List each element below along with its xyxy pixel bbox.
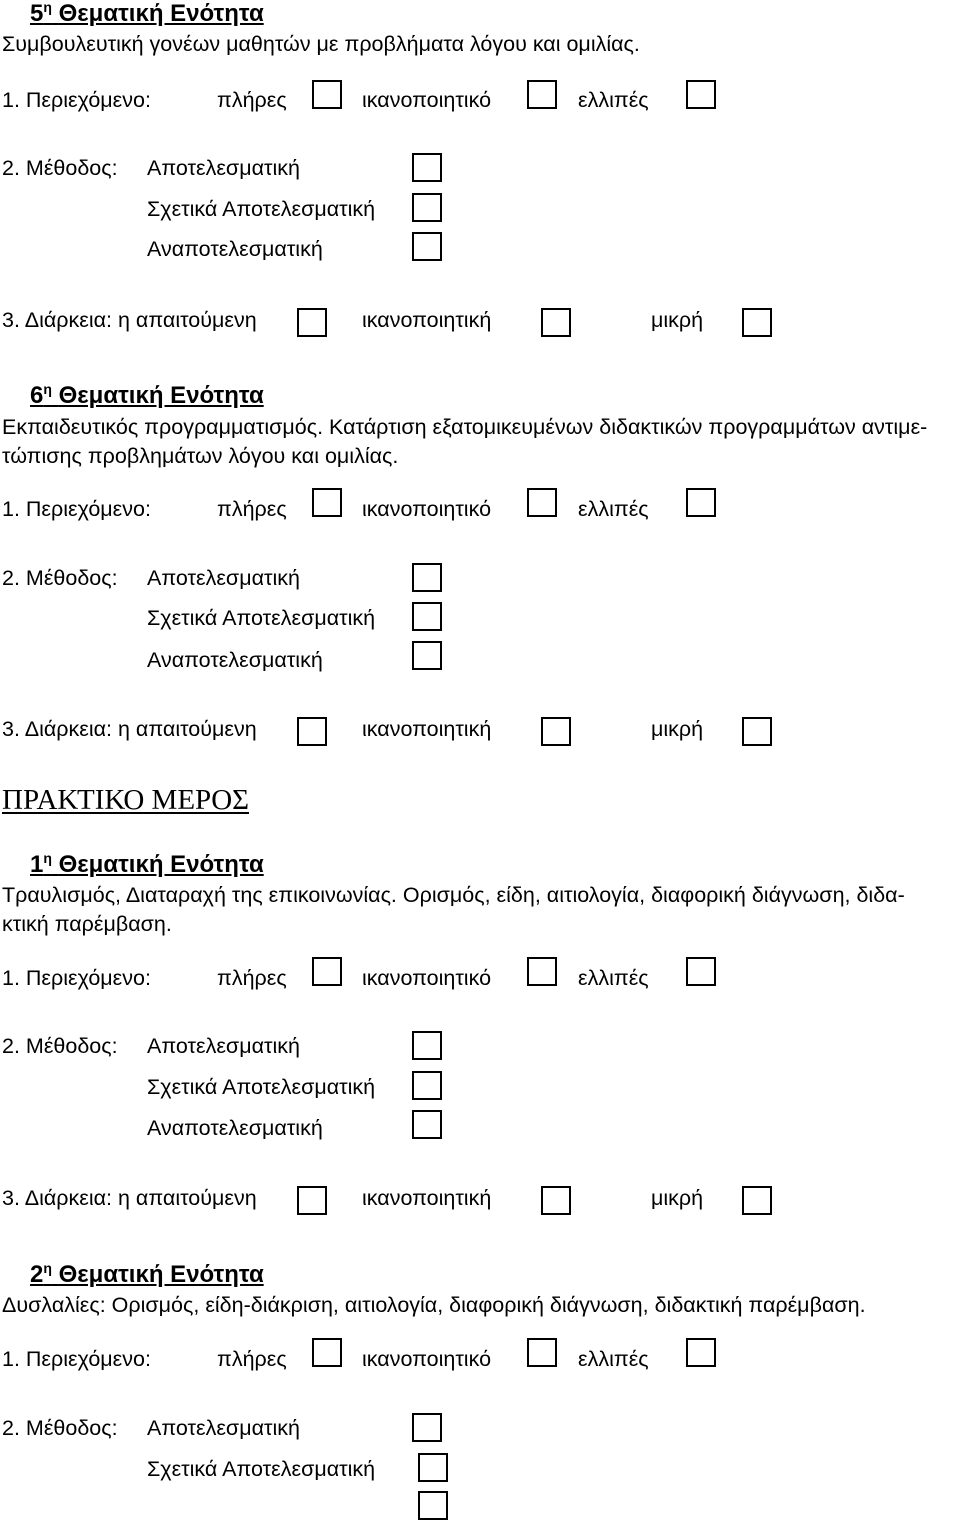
- duration-satisfactory-label: ικανοποιητική: [362, 308, 492, 332]
- duration-short-label: μικρή: [651, 1186, 704, 1210]
- unit-title: Θεματική Ενότητα: [58, 851, 264, 878]
- content-label: 1. Περιεχόμενο:: [2, 966, 151, 990]
- unit-5-duration-required-checkbox[interactable]: [297, 308, 327, 337]
- unit-number: 6: [30, 382, 44, 409]
- unit-ordinal-suffix: η: [43, 850, 52, 866]
- content-satisfactory-label: ικανοποιητικό: [362, 1347, 492, 1371]
- method-label: 2. Μέθοδος:: [2, 156, 118, 180]
- method-relatively-effective-label: Σχετικά Αποτελεσματική: [147, 1075, 376, 1099]
- content-satisfactory-label: ικανοποιητικό: [362, 497, 492, 521]
- unit-number: 2: [30, 1261, 44, 1288]
- unit-1-content-incomplete-checkbox[interactable]: [686, 957, 716, 986]
- method-relatively-effective-label: Σχετικά Αποτελεσματική: [147, 197, 376, 221]
- duration-satisfactory-label: ικανοποιητική: [362, 1186, 492, 1210]
- method-effective-label: Αποτελεσματική: [147, 156, 300, 180]
- unit-description: Τραυλισμός, Διαταραχή της επικοινωνίας. Ορισμός, είδη, αιτιολογία, διαφορική διάγνωση, διδα-: [2, 883, 905, 907]
- unit-title: Θεματική Ενότητα: [58, 382, 264, 409]
- unit-ordinal-suffix: η: [43, 381, 52, 397]
- unit-1-method-relatively-effective-checkbox[interactable]: [412, 1071, 442, 1100]
- unit-5-method-ineffective-checkbox[interactable]: [412, 232, 442, 261]
- unit-description: Εκπαιδευτικός προγραμματισμός. Κατάρτιση εξατομικευμένων διδακτικών προγραμμάτων αντιμε-: [2, 415, 928, 439]
- method-label: 2. Μέθοδος:: [2, 566, 118, 590]
- unit-5-content-complete-checkbox[interactable]: [312, 80, 342, 109]
- unit-description: τώπισης προβλημάτων λόγου και ομιλίας.: [2, 444, 399, 468]
- unit-2-method-relatively-effective-checkbox[interactable]: [418, 1453, 448, 1482]
- practical-part-heading: ΠΡΑΚΤΙΚΟ ΜΕΡΟΣ: [2, 784, 250, 816]
- method-effective-label: Αποτελεσματική: [147, 1034, 300, 1058]
- unit-5-method-relatively-effective-checkbox[interactable]: [412, 193, 442, 222]
- unit-5-content-incomplete-checkbox[interactable]: [686, 80, 716, 109]
- unit-heading: [30, 851, 264, 879]
- unit-2-content-complete-checkbox[interactable]: [312, 1338, 342, 1367]
- method-relatively-effective-label: Σχετικά Αποτελεσματική: [147, 606, 376, 630]
- unit-6-content-incomplete-checkbox[interactable]: [686, 488, 716, 517]
- unit-description: Δυσλαλίες: Ορισμός, είδη-διάκριση, αιτιολογία, διαφορική διάγνωση, διδακτική παρέμβαση.: [2, 1293, 866, 1317]
- unit-description: κτική παρέμβαση.: [2, 912, 172, 936]
- unit-6-method-effective-checkbox[interactable]: [412, 563, 442, 592]
- duration-label: 3. Διάρκεια: η απαιτούμενη: [2, 308, 257, 332]
- unit-6-duration-required-checkbox[interactable]: [297, 717, 327, 746]
- method-ineffective-label: Αναποτελεσματική: [147, 1116, 323, 1140]
- method-label: 2. Μέθοδος:: [2, 1034, 118, 1058]
- unit-1-duration-satisfactory-checkbox[interactable]: [541, 1186, 571, 1215]
- method-effective-label: Αποτελεσματική: [147, 566, 300, 590]
- unit-1-duration-short-checkbox[interactable]: [742, 1186, 772, 1215]
- unit-1-content-complete-checkbox[interactable]: [312, 957, 342, 986]
- unit-5-method-effective-checkbox[interactable]: [412, 153, 442, 182]
- duration-short-label: μικρή: [651, 717, 704, 741]
- unit-number: 5: [30, 0, 44, 27]
- content-complete-label: πλήρες: [217, 497, 287, 521]
- method-ineffective-label: Αναποτελεσματική: [147, 237, 323, 261]
- content-complete-label: πλήρες: [217, 88, 287, 112]
- unit-heading: [30, 0, 264, 28]
- content-label: 1. Περιεχόμενο:: [2, 88, 151, 112]
- unit-6-content-satisfactory-checkbox[interactable]: [527, 488, 557, 517]
- unit-description: Συμβουλευτική γονέων μαθητών με προβλήματα λόγου και ομιλίας.: [2, 32, 640, 56]
- unit-5-content-satisfactory-checkbox[interactable]: [527, 80, 557, 109]
- method-label: 2. Μέθοδος:: [2, 1416, 118, 1440]
- unit-1-method-effective-checkbox[interactable]: [412, 1031, 442, 1060]
- method-effective-label: Αποτελεσματική: [147, 1416, 300, 1440]
- duration-label: 3. Διάρκεια: η απαιτούμενη: [2, 1186, 257, 1210]
- unit-1-duration-required-checkbox[interactable]: [297, 1186, 327, 1215]
- unit-6-content-complete-checkbox[interactable]: [312, 488, 342, 517]
- content-label: 1. Περιεχόμενο:: [2, 1347, 151, 1371]
- unit-ordinal-suffix: η: [43, 0, 52, 15]
- unit-5-duration-short-checkbox[interactable]: [742, 308, 772, 337]
- method-relatively-effective-label: Σχετικά Αποτελεσματική: [147, 1457, 376, 1481]
- unit-1-content-satisfactory-checkbox[interactable]: [527, 957, 557, 986]
- unit-heading: [30, 382, 264, 410]
- unit-2-method-effective-checkbox[interactable]: [412, 1413, 442, 1442]
- method-ineffective-label: Αναποτελεσματική: [147, 648, 323, 672]
- unit-6-duration-satisfactory-checkbox[interactable]: [541, 717, 571, 746]
- content-complete-label: πλήρες: [217, 966, 287, 990]
- unit-2-content-incomplete-checkbox[interactable]: [686, 1338, 716, 1367]
- content-incomplete-label: ελλιπές: [578, 1347, 649, 1371]
- duration-label: 3. Διάρκεια: η απαιτούμενη: [2, 717, 257, 741]
- content-complete-label: πλήρες: [217, 1347, 287, 1371]
- unit-6-method-ineffective-checkbox[interactable]: [412, 641, 442, 670]
- content-satisfactory-label: ικανοποιητικό: [362, 88, 492, 112]
- content-incomplete-label: ελλιπές: [578, 88, 649, 112]
- content-incomplete-label: ελλιπές: [578, 966, 649, 990]
- unit-2-content-satisfactory-checkbox[interactable]: [527, 1338, 557, 1367]
- duration-satisfactory-label: ικανοποιητική: [362, 717, 492, 741]
- unit-2-method-ineffective-checkbox[interactable]: [418, 1491, 448, 1520]
- unit-number: 1: [30, 851, 44, 878]
- unit-heading: [30, 1261, 264, 1289]
- content-incomplete-label: ελλιπές: [578, 497, 649, 521]
- unit-6-method-relatively-effective-checkbox[interactable]: [412, 602, 442, 631]
- unit-ordinal-suffix: η: [43, 1260, 52, 1276]
- unit-title: Θεματική Ενότητα: [58, 0, 264, 27]
- content-label: 1. Περιεχόμενο:: [2, 497, 151, 521]
- duration-short-label: μικρή: [651, 308, 704, 332]
- content-satisfactory-label: ικανοποιητικό: [362, 966, 492, 990]
- unit-1-method-ineffective-checkbox[interactable]: [412, 1110, 442, 1139]
- unit-title: Θεματική Ενότητα: [58, 1261, 264, 1288]
- unit-6-duration-short-checkbox[interactable]: [742, 717, 772, 746]
- unit-5-duration-satisfactory-checkbox[interactable]: [541, 308, 571, 337]
